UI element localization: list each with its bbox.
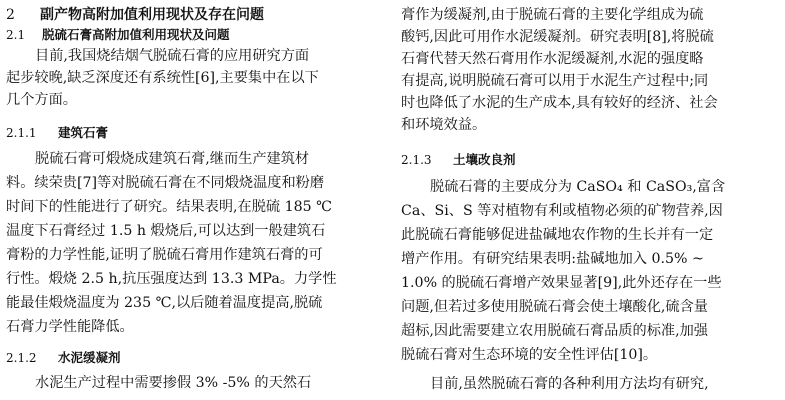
paragraph-line: 和环境效益。 [401, 117, 487, 133]
paragraph-line: Ca、Si、S 等对植物有利或植物必须的矿物营养,因 [401, 203, 723, 219]
section-number: 2 [6, 7, 15, 23]
section-title: 水泥缓凝剂 [58, 350, 121, 365]
paragraph-line: 行性。煅烧 2.5 h,抗压强度达到 13.3 MPa。力学性 [6, 271, 337, 287]
section-heading-2-1-3 [401, 151, 779, 169]
paragraph-line: 酸钙,因此可用作水泥缓凝剂。研究表明[8],将脱硫 [401, 29, 714, 45]
paragraph-line: 时间下的性能进行了研究。结果表明,在脱硫 185 ℃ [6, 199, 333, 215]
paragraph-line: 石膏力学性能降低。 [6, 319, 134, 335]
paragraph-line: 温度下石膏经过 1.5 h 煅烧后,可以达到一般建筑石 [6, 223, 326, 239]
paragraph-line: 料。续荣贵[7]等对脱硫石膏在不同煅烧温度和粉磨 [6, 175, 325, 191]
section-heading-2-1-1 [6, 124, 382, 142]
paragraph-line: 超标,因此需要建立农用脱硫石膏品质的标准,加强 [401, 323, 708, 339]
paragraph-line: 水泥生产过程中需要掺假 3% -5% 的天然石 [35, 375, 312, 391]
section-number: 2.1.1 [6, 126, 37, 140]
section-number: 2.1.3 [401, 153, 432, 167]
paragraph-line: 1.0% 的脱硫石膏增产效果显著[9],此外还存在一些 [401, 275, 722, 291]
section-heading-2-1-2 [6, 349, 382, 367]
section-title: 副产物高附加值利用现状及存在问题 [40, 7, 264, 23]
paragraph-line: 此脱硫石膏能够促进盐碱地农作物的生长并有一定 [401, 227, 714, 243]
section-heading-2 [6, 6, 382, 24]
paragraph-line: 问题,但若过多使用脱硫石膏会使土壤酸化,硫含量 [401, 299, 708, 315]
paragraph-line: 石膏代替天然石膏用作水泥缓凝剂,水泥的强度略 [401, 51, 704, 67]
paragraph-line: 脱硫石膏可煅烧成建筑石膏,继而生产建筑材 [35, 151, 310, 167]
section-title: 建筑石膏 [58, 125, 109, 140]
section-heading-2-1 [6, 26, 382, 44]
paragraph-line: 几个方面。 [6, 92, 77, 108]
section-title: 脱硫石膏高附加值利用现状及问题 [42, 27, 230, 42]
paragraph-line: 目前,我国烧结烟气脱硫石膏的应用研究方面 [35, 48, 310, 64]
paragraph-line: 能最佳煅烧温度为 235 ℃,以后随着温度提高,脱硫 [6, 295, 323, 311]
paragraph-line: 脱硫石膏对生态环境的安全性评估[10]。 [401, 347, 658, 363]
section-title: 土壤改良剂 [453, 152, 516, 167]
paragraph-line: 时也降低了水泥的生产成本,具有较好的经济、社会 [401, 95, 718, 111]
paragraph-line: 膏粉的力学性能,证明了脱硫石膏用作建筑石膏的可 [6, 247, 323, 263]
paragraph-line: 脱硫石膏的主要成分为 CaSO₄ 和 CaSO₃,富含 [430, 179, 726, 195]
section-number: 2.1.2 [6, 351, 37, 365]
paragraph-line: 膏作为缓凝剂,由于脱硫石膏的主要化学组成为硫 [401, 7, 704, 23]
section-number: 2.1 [6, 28, 26, 42]
paragraph-line: 有提高,说明脱硫石膏可以用于水泥生产过程中;同 [401, 73, 709, 89]
paragraph-line: 起步较晚,缺乏深度还有系统性[6],主要集中在以下 [6, 70, 319, 86]
paragraph-line: 增产作用。有研究结果表明:盐碱地加入 0.5% ~ [401, 251, 704, 267]
paragraph-line: 目前,虽然脱硫石膏的各种利用方法均有研究, [430, 376, 709, 392]
